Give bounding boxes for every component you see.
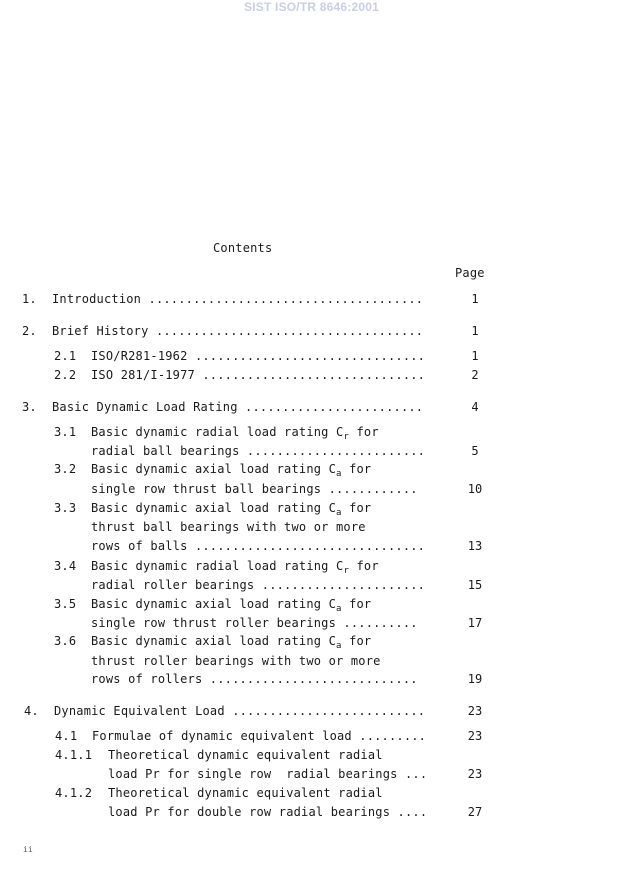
toc-page-number: 23 (467, 767, 483, 781)
toc-number: 3.6 (54, 634, 77, 648)
toc-entry-text: ISO/R281-1962 ............................... (91, 349, 426, 363)
toc-number: 2.2 (54, 368, 77, 382)
toc-entry-line: Theoretical dynamic equivalent radial (108, 748, 383, 762)
toc-number: 3.4 (54, 559, 77, 573)
watermark: SIST ISO/TR 8646:2001 (244, 0, 379, 14)
toc-page-number: 27 (467, 805, 483, 819)
toc-entry-line: rows of balls ............................... (91, 539, 426, 553)
toc-number: 3. (22, 400, 37, 414)
toc-entry-line: single row thrust roller bearings .......... (91, 616, 418, 630)
toc-number: 4.1.1 (55, 748, 93, 762)
toc-entry-text: Basic Dynamic Load Rating ........................ (52, 400, 424, 414)
toc-page-number: 15 (467, 578, 483, 592)
toc-page-number: 17 (467, 616, 483, 630)
toc-entry-text: ISO 281/I-1977 .............................. (91, 368, 426, 382)
toc-entry-line: single row thrust ball bearings ............ (91, 482, 418, 496)
toc-number: 3.3 (54, 501, 77, 515)
toc-entry-text: Brief History .................................... (52, 324, 424, 338)
toc-number: 4.1 (55, 729, 78, 743)
contents-title: Contents (213, 241, 273, 255)
toc-entry-text: Formulae of dynamic equivalent load ......... (92, 729, 427, 743)
toc-entry-line: Basic dynamic axial load rating $C_a$ for (91, 462, 372, 479)
toc-page-number: 1 (471, 349, 479, 363)
toc-page-number: 1 (471, 292, 479, 306)
toc-entry-line: radial roller bearings ...................... (91, 578, 426, 592)
toc-page-number: 2 (471, 368, 479, 382)
page-column-header: Page (455, 266, 485, 280)
toc-number: 2. (22, 324, 37, 338)
toc-entry-line: thrust ball bearings with two or more (91, 520, 366, 534)
toc-entry-line: rows of rollers ............................ (91, 672, 418, 686)
toc-entry-line: Basic dynamic axial load rating $C_a$ for (91, 501, 372, 518)
toc-number: 2.1 (54, 349, 77, 363)
toc-entry-text: Dynamic Equivalent Load .......................... (54, 704, 426, 718)
toc-entry-line: thrust roller bearings with two or more (91, 654, 381, 668)
toc-page-number: 1 (471, 324, 479, 338)
toc-page-number: 23 (467, 729, 483, 743)
toc-number: 3.5 (54, 597, 77, 611)
toc-entry-line: Basic dynamic radial load rating $C_r$ for (91, 425, 379, 442)
toc-number: 4.1.2 (55, 786, 93, 800)
toc-number: 3.2 (54, 462, 77, 476)
toc-entry-line: Theoretical dynamic equivalent radial (108, 786, 383, 800)
page-footer-mark: ii (23, 845, 33, 854)
toc-page-number: 10 (467, 482, 483, 496)
toc-entry-line: Basic dynamic axial load rating $C_a$ for (91, 634, 372, 651)
toc-page-number: 13 (467, 539, 483, 553)
toc-entry-line: load Pr for single row radial bearings ... (108, 767, 428, 781)
toc-number: 4. (24, 704, 39, 718)
toc-entry-line: Basic dynamic axial load rating $C_a$ for (91, 597, 372, 614)
toc-page-number: 23 (467, 704, 483, 718)
toc-entry-line: radial ball bearings ........................ (91, 444, 426, 458)
toc-number: 3.1 (54, 425, 77, 439)
toc-page-number: 5 (471, 444, 479, 458)
toc-number: 1. (22, 292, 37, 306)
toc-entry-text: Introduction ..................................... (52, 292, 424, 306)
toc-entry-line: load Pr for double row radial bearings .... (108, 805, 428, 819)
toc-entry-line: Basic dynamic radial load rating $C_r$ for (91, 559, 379, 576)
toc-page-number: 19 (467, 672, 483, 686)
toc-page-number: 4 (471, 400, 479, 414)
